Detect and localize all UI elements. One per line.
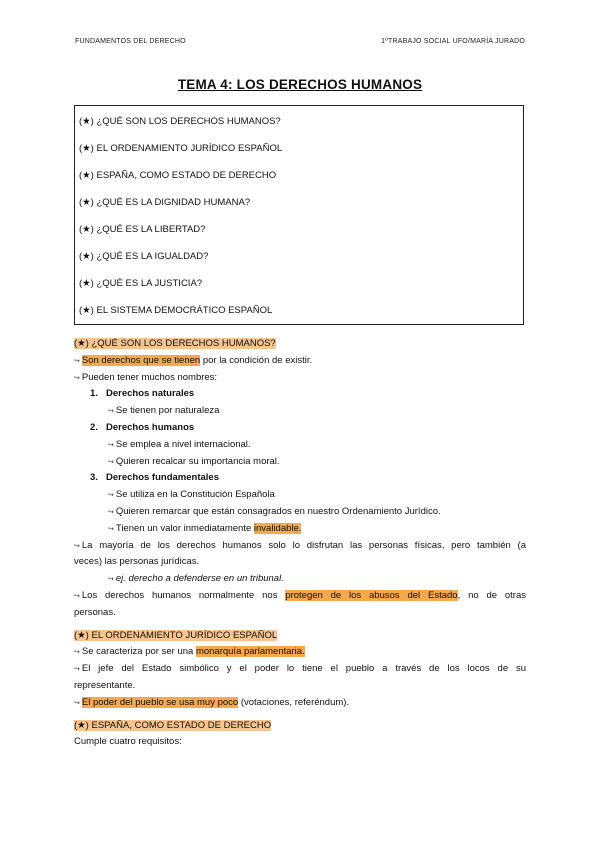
toc-item: (★) ¿QUÉ ES LA JUSTICIA? — [79, 278, 203, 289]
toc-item: (★) EL SISTEMA DEMOCRÁTICO ESPAÑOL — [79, 305, 273, 316]
star-icon: (★) — [79, 305, 94, 316]
arrow-icon: ↪ — [108, 408, 114, 416]
arrow-icon: ↪ — [108, 576, 114, 584]
sub-bullet: ↪ Se emplea a nivel internacional. — [108, 438, 251, 450]
star-icon: (★) — [79, 197, 94, 208]
sub-bullet: ↪ Se tienen por naturaleza — [108, 405, 220, 417]
toc-item: (★) ¿QUÉ ES LA DIGNIDAD HUMANA? — [79, 197, 251, 208]
arrow-icon: ↪ — [108, 441, 114, 449]
star-icon: (★) — [79, 251, 94, 262]
bullet-line: ↪ El poder del pueblo se usa muy poco (votaciones, referéndum). — [74, 696, 350, 708]
numbered-item: 1. Derechos naturales — [90, 388, 195, 400]
arrow-icon: ↪ — [108, 508, 114, 516]
star-icon: (★) — [79, 116, 94, 127]
arrow-icon: ↪ — [74, 649, 80, 657]
star-icon: (★) — [79, 278, 94, 289]
section-heading: (★) ¿QUÉ SON LOS DERECHOS HUMANOS? — [74, 338, 276, 349]
toc-item: (★) ¿QUÉ ES LA IGUALDAD? — [79, 251, 209, 262]
bullet-line-cont: representante. — [74, 679, 136, 691]
numbered-item: 3. Derechos fundamentales — [90, 472, 219, 484]
example-line: ↪ ej. derecho a defenderse en un tribunal. — [108, 573, 284, 585]
toc-item: (★) ¿QUÉ SON LOS DERECHOS HUMANOS? — [79, 116, 281, 127]
arrow-icon: ↪ — [74, 666, 80, 674]
arrow-icon: ↪ — [74, 357, 80, 365]
sub-bullet: ↪ Se utiliza en la Constitución Española — [108, 489, 275, 501]
header-author: 1ºTRABAJO SOCIAL UFO/MARÍA JURADO — [381, 38, 525, 45]
toc-item: (★) ESPAÑA, COMO ESTADO DE DERECHO — [79, 170, 277, 181]
table-of-contents — [74, 105, 524, 325]
toc-item: (★) ¿QUÉ ES LA LIBERTAD? — [79, 224, 206, 235]
numbered-item: 2. Derechos humanos — [90, 421, 195, 433]
section-heading: (★) ESPAÑA, COMO ESTADO DE DERECHO — [74, 719, 272, 731]
page-title: TEMA 4: LOS DERECHOS HUMANOS — [177, 77, 423, 92]
toc-item: (★) EL ORDENAMIENTO JURÍDICO ESPAÑOL — [79, 143, 283, 154]
star-icon: (★) — [79, 143, 94, 154]
header-course: FUNDAMENTOS DEL DERECHO — [75, 38, 186, 45]
content — [74, 336, 526, 751]
arrow-icon: ↪ — [74, 374, 80, 382]
bullet-line: ↪ Los derechos humanos normalmente nos protegen de los abusos del Estado, no de otras — [74, 589, 526, 601]
star-icon: (★) — [79, 170, 94, 181]
arrow-icon: ↪ — [74, 592, 80, 600]
section-heading: (★) EL ORDENAMIENTO JURÍDICO ESPAÑOL — [74, 629, 278, 641]
bullet-line-cont: personas. — [74, 606, 116, 618]
bullet-line: ↪ La mayoría de los derechos humanos solo lo disfrutan las personas físicas, pero también (a — [74, 539, 526, 551]
bullet-line: ↪ El jefe del Estado simbólico y el poder lo tiene el pueblo a través de los locos de su — [74, 663, 526, 675]
bullet-line: ↪ Se caracteriza por ser una monarquía parlamentaria. — [74, 646, 305, 658]
bullet-line-cont: veces) las personas jurídicas. — [74, 556, 200, 568]
arrow-icon: ↪ — [74, 699, 80, 707]
arrow-icon: ↪ — [108, 492, 114, 500]
bullet-line: ↪ Son derechos que se tienen por la condición de existir. — [74, 354, 313, 366]
bullet-line: ↪ Pueden tener muchos nombres: — [74, 371, 218, 383]
paragraph-line: Cumple cuatro requisitos: — [74, 736, 182, 748]
arrow-icon: ↪ — [108, 525, 114, 533]
sub-bullet: ↪ Tienen un valor inmediatamente invalidable. — [108, 522, 302, 534]
sub-bullet: ↪ Quieren recalcar su importancia moral. — [108, 455, 280, 467]
arrow-icon: ↪ — [74, 542, 80, 550]
arrow-icon: ↪ — [108, 458, 114, 466]
sub-bullet: ↪ Quieren remarcar que están consagrados en nuestro Ordenamiento Jurídico. — [108, 505, 441, 517]
star-icon: (★) — [79, 224, 94, 235]
